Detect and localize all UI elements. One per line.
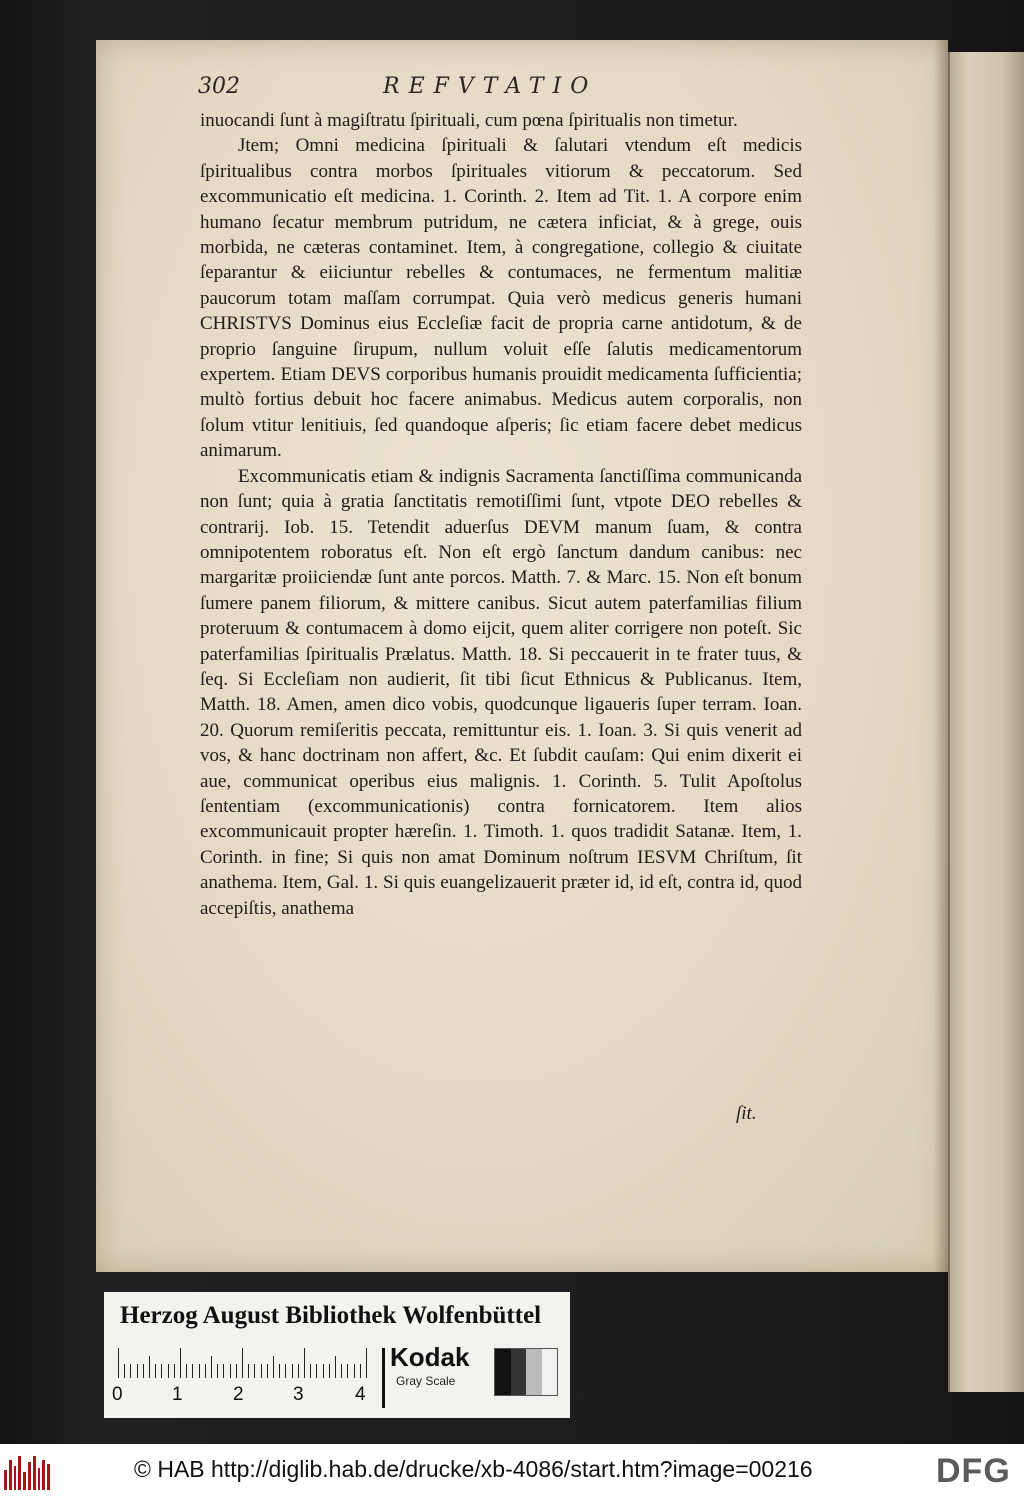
- hab-logo-icon: [4, 1454, 50, 1490]
- ruler-tick: [354, 1364, 355, 1378]
- catchword: ſit.: [736, 1103, 757, 1124]
- ruler-tick: [149, 1356, 150, 1378]
- ruler-number: 1: [172, 1384, 183, 1405]
- ruler-tick: [329, 1364, 330, 1378]
- ruler-numbers: [112, 1384, 382, 1408]
- scale-ruler: [118, 1348, 374, 1378]
- logo-bar: [47, 1464, 50, 1490]
- ruler-tick: [298, 1364, 299, 1378]
- gray-swatches: [494, 1348, 558, 1396]
- ruler-tick: [279, 1364, 280, 1378]
- ruler-number: 4: [355, 1384, 366, 1405]
- footer-url[interactable]: © HAB http://diglib.hab.de/drucke/xb-4086/start.htm?image=00216: [134, 1456, 813, 1482]
- ruler-tick: [130, 1364, 131, 1378]
- ruler-tick: [174, 1364, 175, 1378]
- footer-bar: [0, 1444, 1024, 1501]
- paragraph-2: Jtem; Omni medicina ſpirituali & ſalutari vtendum eſt medicis ſpiritualibus contra morbos ſpirituales vitiorum & peccatorum. Sed excommunicatio eſt medicina. 1. Corinth. 2. Item ad Tit. 1. A corpore enim humano ſecatur membrum putridum, ne cætera inficiat, & à grege, ouis morbida, ne cæteras contaminet. Item, à congregatione, collegio & ciuitate ſeparantur & eiiciuntur rebelles & contumaces, ne fermentum malitiæ paucorum totam maſſam corrumpat. Quia verò medicus generis humani CHRISTVS Dominus eius Eccleſiæ facit de propria carne antidotum, & de proprio ſanguine ſirupum, nullum voluit eſſe ſalutis medicamentorum expertem. Etiam DEVS corporibus humanis prouidit medicamenta ſufficientia; multò fortius debuit hoc facere animabus. Medicus autem corporalis, non ſolum vtitur lenitiuis, ſed quandoque aſperis; ſic etiam facere debet medicus animarum.: [200, 135, 802, 462]
- logo-bar: [23, 1472, 26, 1490]
- paragraph-3: Excommunicatis etiam & indignis Sacramenta ſanctiſſima communicanda non ſunt; quia à gratia ſanctitatis remotiſſimi ſunt, vtpote DEO rebelles & contrarij. Iob. 15. Tetendit aduerſus DEVM manum ſuam, & contra omnipotentem roboratus eſt. Non eſt ergò ſanctum dandum canibus: nec margaritæ proiiciendæ ſunt ante porcos. Matth. 7. & Marc. 15. Non eſt bonum ſumere panem filiorum, & mittere canibus. Sicut autem paterfamilias filium proteruum & contumacem à domo eijcit, quem aliter corrigere non poteſt. Sic paterfamilias ſpiritualis Prælatus. Matth. 18. Si peccauerit in te frater tuus, & ſeq. Si Eccleſiam non audierit, ſit tibi ſicut Ethnicus & Publicanus. Item, Matth. 18. Amen, amen dico vobis, quodcunque ligaueris ſuper terram. Ioan. 20. Quorum remiſeritis peccata, remittuntur eis. 1. Ioan. 3. Si quis venerit ad vos, & hanc doctrinam non affert, &c. Et ſubdit cauſam: Qui enim dixerit ei aue, communicat operibus eius malignis. 1. Corinth. 5. Tulit Apoſtolus ſententiam (excommunicationis) contra fornicatorem. Item alios excommunicauit propter hæreſin. 1. Timoth. 1. quos tradidit Satanæ. Item, 1. Corinth. in fine; Si quis non amat Dominum noſtrum IESVM Chriſtum, ſit anathema. Item, Gal. 1. Si quis euangelizauerit præter id, id eſt, contra id, quod accepiſtis, anathema: [200, 465, 802, 919]
- ruler-tick: [316, 1364, 317, 1378]
- ruler-tick: [192, 1364, 193, 1378]
- ruler-tick: [292, 1364, 293, 1378]
- page-number: 302: [198, 74, 240, 99]
- logo-bar: [28, 1462, 31, 1490]
- ruler-tick: [360, 1364, 361, 1378]
- ruler-tick: [242, 1348, 243, 1378]
- ruler-tick: [323, 1364, 324, 1378]
- kodak-logo: Kodak: [390, 1342, 470, 1372]
- logo-bar: [33, 1456, 36, 1490]
- page-body-text: [200, 108, 802, 921]
- ruler-tick: [310, 1364, 311, 1378]
- running-head: [198, 74, 818, 104]
- kodak-divider: [382, 1348, 385, 1408]
- ruler-tick: [366, 1348, 367, 1378]
- ruler-number: 2: [233, 1384, 244, 1405]
- ruler-number: 0: [112, 1384, 123, 1405]
- logo-bar: [38, 1468, 41, 1490]
- logo-bar: [42, 1460, 45, 1490]
- ruler-tick: [155, 1364, 156, 1378]
- ruler-tick: [285, 1364, 286, 1378]
- ruler-tick: [236, 1364, 237, 1378]
- paragraph-1: inuocandi ſunt à magiſtratu ſpirituali, cum pœna ſpiritualis non timetur.: [200, 110, 738, 131]
- swatch-black: [495, 1349, 511, 1395]
- ruler-tick: [168, 1364, 169, 1378]
- logo-bar: [14, 1466, 17, 1490]
- swatch-light: [526, 1349, 542, 1395]
- ruler-tick: [254, 1364, 255, 1378]
- ruler-tick: [273, 1356, 274, 1378]
- logo-bar: [4, 1470, 7, 1490]
- running-head-title: REFVTATIO: [383, 74, 598, 99]
- ruler-tick: [347, 1364, 348, 1378]
- ruler-tick: [230, 1364, 231, 1378]
- ruler-tick: [335, 1356, 336, 1378]
- ruler-tick: [267, 1364, 268, 1378]
- dfg-logo: DFG: [936, 1452, 1011, 1490]
- gray-scale-label: Gray Scale: [396, 1374, 456, 1388]
- ruler-tick: [223, 1364, 224, 1378]
- ruler-tick: [341, 1364, 342, 1378]
- ruler-tick: [143, 1364, 144, 1378]
- ruler-tick: [180, 1348, 181, 1378]
- ruler-tick: [217, 1364, 218, 1378]
- swatch-dark: [511, 1349, 527, 1395]
- ruler-tick: [205, 1364, 206, 1378]
- ruler-number: 3: [293, 1384, 304, 1405]
- adjacent-page-edge: [948, 52, 1024, 1392]
- ruler-tick: [261, 1364, 262, 1378]
- logo-bar: [18, 1456, 21, 1490]
- card-title: Herzog August Bibliothek Wolfenbüttel: [120, 1302, 542, 1329]
- ruler-tick: [137, 1364, 138, 1378]
- ruler-tick: [124, 1364, 125, 1378]
- ruler-tick: [211, 1356, 212, 1378]
- ruler-tick: [304, 1348, 305, 1378]
- logo-bar: [9, 1460, 12, 1490]
- color-scale-card: [104, 1292, 570, 1418]
- ruler-tick: [161, 1364, 162, 1378]
- ruler-tick: [186, 1364, 187, 1378]
- ruler-tick: [199, 1364, 200, 1378]
- ruler-tick: [248, 1364, 249, 1378]
- swatch-white: [542, 1349, 558, 1395]
- ruler-tick: [118, 1348, 119, 1378]
